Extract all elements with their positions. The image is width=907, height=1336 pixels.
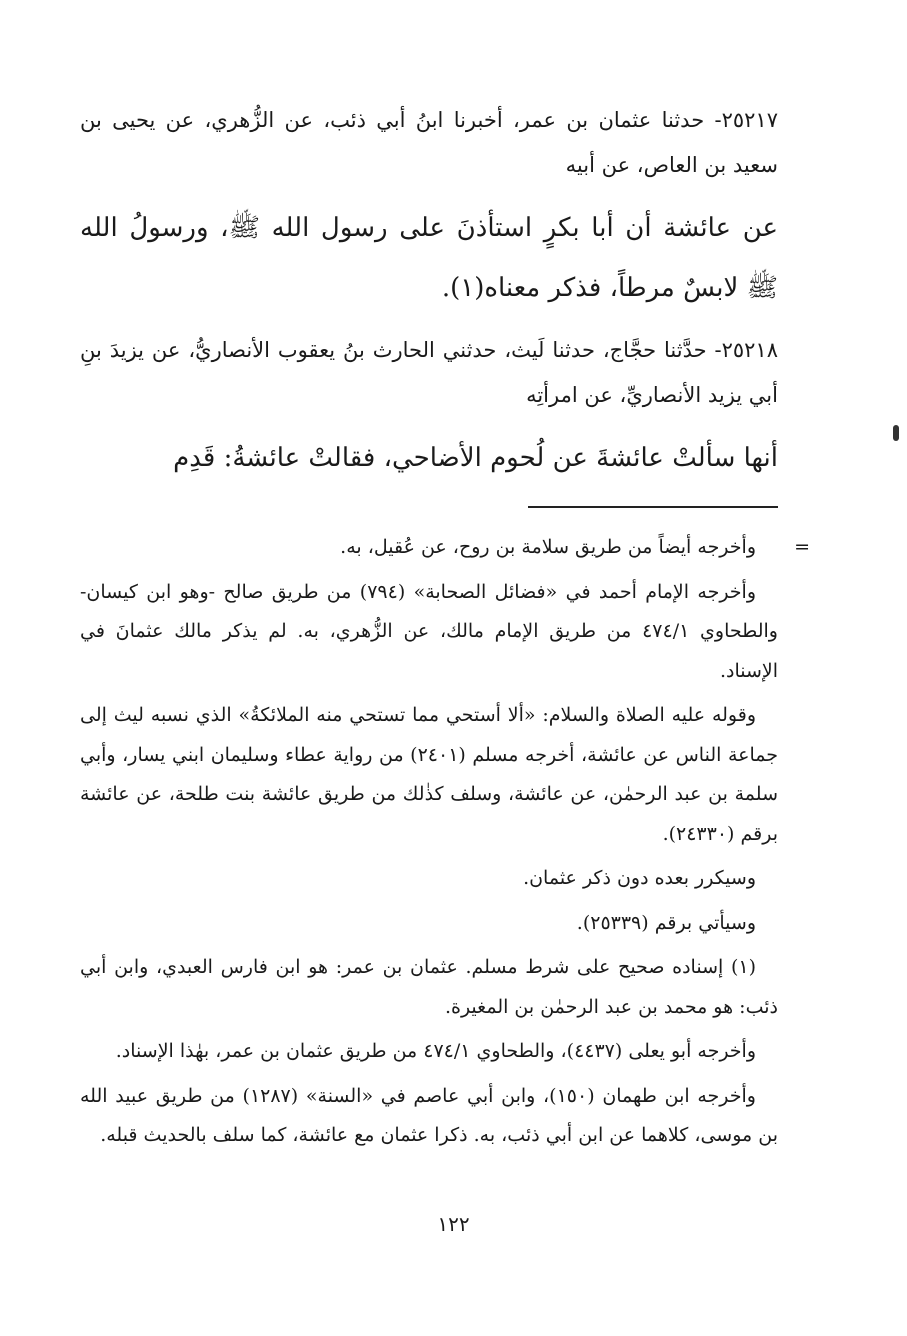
footnote-paragraph <box>80 528 810 568</box>
footnote-separator <box>528 506 778 508</box>
footnote-paragraph: وقوله عليه الصلاة والسلام: «ألا أستحي مما تستحي منه الملائكةُ» الذي نسبه ليث إلى جماعة الناس عن عائشة، أخرجه مسلم (٢٤٠١) من رواية عطاء وسليمان ابني يسار، وأبي سلمة بن عبد الرحمٰن، عن عائشة، وسلف كذٰلك من طريق عائشة بنت طلحة، عن عائشة برقم (٢٤٣٣٠). <box>80 704 778 845</box>
scan-edge-mark <box>893 425 899 441</box>
footnote-paragraph: وسيأتي برقم (٢٥٣٣٩). <box>576 911 756 934</box>
page-number: ١٢٢ <box>437 1212 470 1236</box>
hadith-25217-sanad: ٢٥٢١٧- حدثنا عثمان بن عمر، أخبرنا ابنُ أبي ذئب، عن الزُّهري، عن يحيى بن سعيد بن العاص، عن أبيه <box>80 108 778 177</box>
footnote-paragraph: وأخرجه ابن طهمان (١٥٠)، وابن أبي عاصم في «السنة» (١٢٨٧) من طريق عبيد الله بن موسى، كلاهما عن ابن أبي ذئب، به. ذكرا عثمان مع عائشة، كما سلف بالحديث قبله. <box>80 1084 778 1146</box>
hadith-25217-matn: عن عائشة أن أبا بكرٍ استأذنَ على رسول الله ﷺ، ورسولُ الله ﷺ لابسٌ مرطاً، فذكر معناه(١). <box>80 213 778 303</box>
hadith-25218-sanad: ٢٥٢١٨- حدَّثنا حجَّاج، حدثنا لَيث، حدثني الحارث بنُ يعقوب الأنصاريُّ، عن يزيدَ بنِ أبي يزيد الأنصاريِّ، عن امرأتِه <box>80 338 778 407</box>
hadith-25218-matn: أنها سألتْ عائشةَ عن لُحوم الأضاحي، فقالتْ عائشةُ: قَدِم <box>173 443 778 473</box>
footnote-text: وأخرجه أيضاً من طريق سلامة بن روح، عن عُقيل، به. <box>340 536 756 558</box>
footnote-paragraph: وسيكرر بعده دون ذكر عثمان. <box>523 867 756 889</box>
footnote-paragraph: (١) إسناده صحيح على شرط مسلم. عثمان بن عمر: هو ابن فارس العبدي، وابن أبي ذئب: هو محمد بن عبد الرحمٰن بن المغيرة. <box>80 956 778 1018</box>
footnotes <box>80 528 810 1156</box>
footnote-paragraph: وأخرجه الإمام أحمد في «فضائل الصحابة» (٧٩٤) من طريق صالح -وهو ابن كيسان- والطحاوي ٤٧٤/١ من طريق الإمام مالك، عن الزُّهري، به. لم يذكر مالك عثمانَ في الإسناد. <box>80 580 778 682</box>
footnote-paragraph: وأخرجه أبو يعلى (٤٤٣٧)، والطحاوي ٤٧٤/١ من طريق عثمان بن عمر، بهٰذا الإسناد. <box>115 1040 756 1062</box>
page-body <box>80 98 810 1161</box>
continuation-mark: = <box>794 536 810 558</box>
